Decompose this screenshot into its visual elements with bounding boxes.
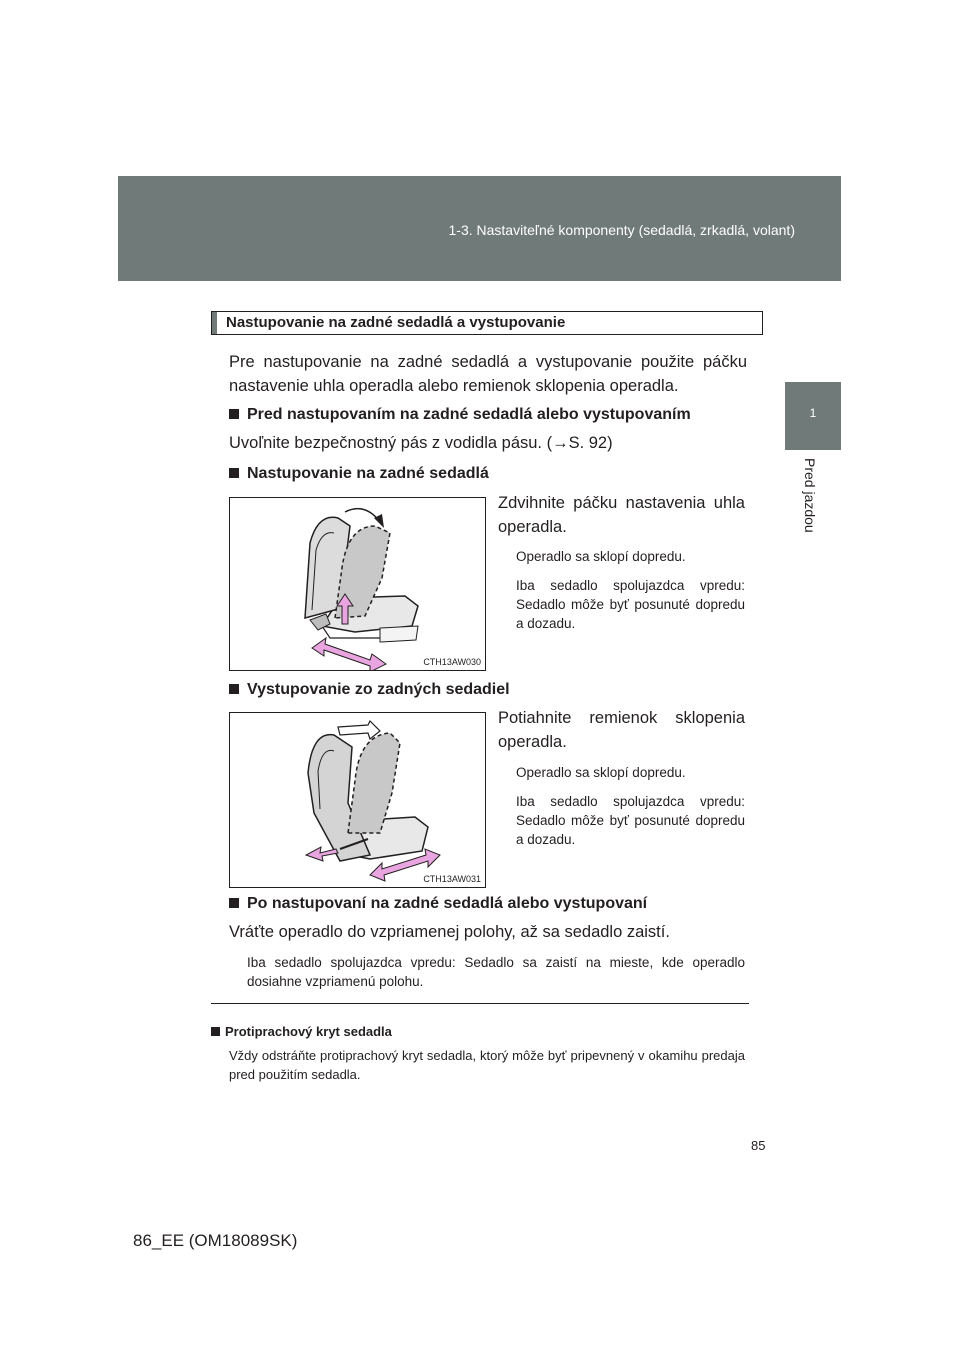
chapter-side-label [797,458,827,558]
sub2-note-front-seat: Iba sedadlo spolujazdca vpredu: Sedadlo môže byť posunuté dopredu a dozadu. [516,578,745,631]
square-bullet-icon [229,468,239,478]
seat-lever-figure [229,497,486,671]
figure-code: CTH13AW030 [423,657,481,667]
sub3-note-folds: Operadlo sa sklopí dopredu. [516,765,686,780]
sub2-note-folds: Operadlo sa sklopí dopredu. [516,549,686,564]
seat-strap-figure [229,712,486,888]
info-text: Vždy odstráňte protiprachový kryt sedadla, ktorý môže byť pripevnený v okamihu predaja pred použitím sedadla. [229,1048,745,1082]
sub2-instruction: Zdvihnite páčku nastavenia uhla operadla. [498,494,745,536]
info-heading [211,1024,392,1039]
footer-code: 86_EE (OM18089SK) [133,1231,298,1250]
sub4-note: Iba sedadlo spolujazdca vpredu: Sedadlo sa zaistí na mieste, kde operadlo dosiahne vzpriamenú polohu. [247,955,745,989]
subheading-after-entering [229,895,647,913]
horizontal-divider [211,1003,749,1004]
intro-paragraph: Pre nastupovanie na zadné sedadlá a vystupovanie použite páčku nastavenie uhla operadla alebo remienok sklopenia operadla. [229,353,747,395]
square-bullet-icon [229,684,239,694]
subheading-text: Vystupovanie zo zadných sedadiel [247,681,510,698]
info-heading-text: Protiprachový kryt sedadla [225,1024,392,1039]
subheading-text: Po nastupovaní na zadné sedadlá alebo vystupovaní [247,895,648,912]
subheading-text: Nastupovanie na zadné sedadlá [247,465,489,482]
chapter-title: 1-3. Nastaviteľné komponenty (sedadlá, zrkadlá, volant) [448,222,795,238]
seat-strap-illustration [230,713,485,887]
subheading-exiting-rear [229,681,510,699]
sub1-text: Uvoľnite bezpečnostný pás z vodidla pásu. (→S. 92) [229,434,613,452]
chapter-number: 1 [809,406,817,420]
square-bullet-icon [211,1027,220,1036]
chapter-side-tab [785,382,841,450]
seat-lever-illustration [230,498,485,670]
square-bullet-icon [229,409,239,419]
chapter-header-band [118,176,841,281]
section-heading: Nastupovanie na zadné sedadlá a vystupovanie [211,311,763,335]
subheading-before-entering [229,406,691,424]
page-number: 85 [751,1138,766,1153]
chapter-side-label-text: Pred jazdou [802,458,818,533]
subheading-text: Pred nastupovaním na zadné sedadlá alebo vystupovaním [247,406,691,423]
subheading-entering-rear [229,465,489,483]
figure-code: CTH13AW031 [423,874,481,884]
sub4-text: Vráťte operadlo do vzpriamenej polohy, až sa sedadlo zaistí. [229,923,670,941]
square-bullet-icon [229,898,239,908]
sub3-instruction: Potiahnite remienok sklopenia operadla. [498,709,745,751]
sub3-note-front-seat: Iba sedadlo spolujazdca vpredu: Sedadlo môže byť posunuté dopredu a dozadu. [516,794,745,847]
